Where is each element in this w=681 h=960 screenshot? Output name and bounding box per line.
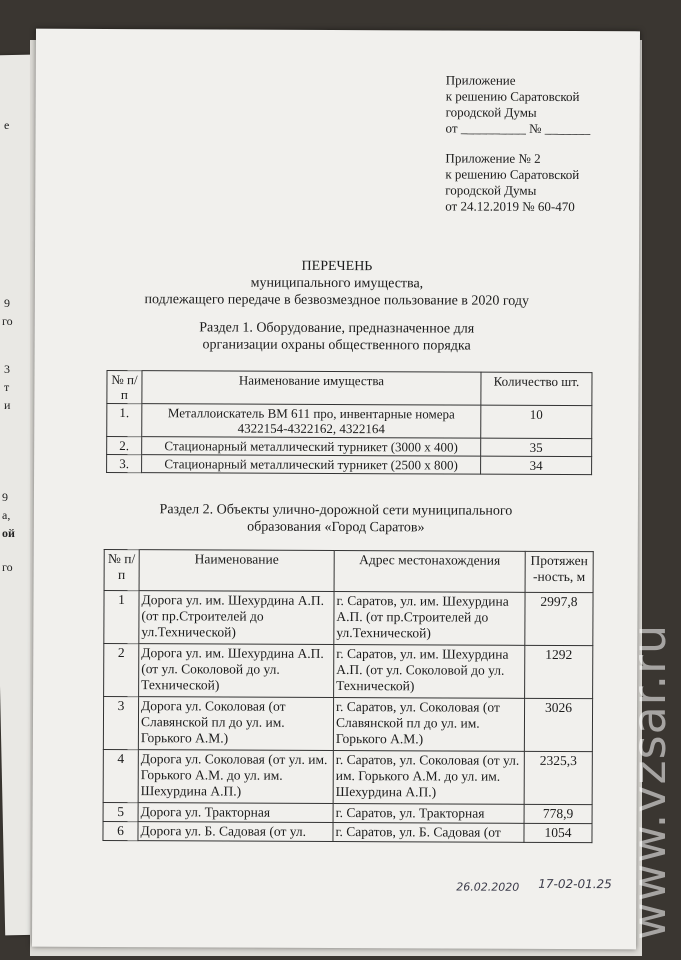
section-2-heading bbox=[34, 501, 638, 538]
section-heading-line: Раздел 1. Оборудование, предназначенное для bbox=[199, 320, 475, 337]
appendix-line: от 24.12.2019 № 60-470 bbox=[445, 198, 575, 215]
road-objects-table bbox=[102, 549, 593, 843]
row-address: г. Саратов, ул. Б. Садовая (от bbox=[333, 822, 524, 842]
appendix-line: к решению Саратовской bbox=[445, 88, 580, 105]
left-page-fragment: т bbox=[4, 380, 10, 394]
row-length: 778,9 bbox=[524, 804, 592, 823]
appendix-line: от __________ № _______ bbox=[445, 120, 591, 137]
column-header-address: Адрес местонахождения bbox=[334, 550, 525, 592]
appendix-header bbox=[446, 72, 591, 137]
title-line: муниципального имущества, bbox=[250, 275, 424, 292]
row-address: г. Саратов, ул. Соколовая (от Славянской пл до ул. им. Горького А.М.) bbox=[333, 697, 524, 751]
handwritten-date: 26.02.2020 bbox=[456, 880, 520, 894]
table-header-row bbox=[104, 549, 593, 592]
table-row bbox=[107, 403, 592, 438]
row-name: Дорога ул. Соколовая (от Славянской пл до ул. им. Горького А.М.) bbox=[138, 697, 333, 751]
section-1-heading bbox=[35, 319, 639, 356]
row-name: Дорога ул. им. Шехурдина А.П. (от ул. Соколовой до ул. Технической) bbox=[139, 644, 334, 698]
column-header-qty: Количество шт. bbox=[481, 372, 592, 405]
table-row bbox=[107, 454, 592, 474]
row-num: 3. bbox=[107, 454, 142, 472]
left-page-fragment: 9 bbox=[2, 490, 8, 504]
left-page-fragment: e bbox=[4, 118, 10, 132]
table-row bbox=[103, 802, 592, 823]
table-header-row bbox=[107, 370, 592, 405]
row-length: 2997,8 bbox=[525, 592, 593, 645]
row-num: 4 bbox=[103, 749, 138, 802]
title-line: подлежащего передаче в безвозмездное пользование в 2020 году bbox=[144, 292, 530, 309]
row-num: 5 bbox=[103, 802, 138, 821]
row-name: Металлоискатель ВМ 611 про, инвентарные номера 4322154-4322162, 4322164 bbox=[142, 404, 481, 438]
document-page bbox=[32, 29, 640, 950]
row-address: г. Саратов, ул. Тракторная bbox=[333, 803, 524, 823]
left-page-fragment: 3 bbox=[4, 362, 10, 376]
left-page-fragment: а, bbox=[2, 508, 11, 522]
appendix-line: городской Думы bbox=[445, 182, 537, 198]
row-address: г. Саратов, ул. им. Шехурдина А.П. (от ул. Соколовой до ул. Технической) bbox=[334, 644, 525, 698]
table-row bbox=[104, 643, 593, 698]
appendix-line: Приложение № 2 bbox=[445, 150, 541, 166]
row-num: 1 bbox=[104, 590, 139, 643]
row-num: 1. bbox=[107, 403, 142, 436]
left-page-fragment: го bbox=[2, 314, 13, 328]
appendix-line: Приложение bbox=[445, 72, 516, 88]
column-header-num: № п/п bbox=[107, 370, 142, 403]
left-page-fragment: 9 bbox=[4, 296, 10, 310]
column-header-length: Протяжен -ность, м bbox=[525, 551, 593, 592]
column-header-name: Наименование bbox=[139, 550, 334, 592]
appendix-2-header bbox=[445, 150, 579, 215]
table-row bbox=[103, 821, 592, 842]
row-address: г. Саратов, ул. им. Шехурдина А.П. (от пр.Строителей до ул.Технической) bbox=[334, 591, 525, 645]
row-name: Дорога ул. им. Шехурдина А.П. (от пр.Строителей до ул.Технической) bbox=[139, 591, 334, 645]
table-row bbox=[103, 749, 592, 804]
document-title bbox=[35, 257, 639, 311]
section-heading-line: Раздел 2. Объекты улично-дорожной сети муниципального bbox=[159, 502, 513, 519]
equipment-table bbox=[106, 370, 592, 475]
table-row bbox=[107, 436, 592, 456]
table-row bbox=[103, 696, 592, 751]
row-num: 6 bbox=[103, 821, 138, 840]
handwritten-registration: 17-02-01.25 bbox=[538, 876, 612, 892]
left-page-fragment: ой bbox=[2, 526, 15, 540]
row-qty: 35 bbox=[481, 438, 592, 456]
left-page-fragment: го bbox=[2, 560, 13, 574]
row-qty: 10 bbox=[481, 405, 592, 438]
table-row bbox=[104, 590, 593, 645]
appendix-line: городской Думы bbox=[445, 104, 537, 120]
appendix-line: к решению Саратовской bbox=[445, 166, 580, 183]
row-qty: 34 bbox=[481, 456, 592, 474]
row-length: 3026 bbox=[524, 698, 592, 751]
row-name: Дорога ул. Б. Садовая (от ул. bbox=[138, 822, 333, 842]
row-address: г. Саратов, ул. Соколовая (от ул. им. Горького А.М. до ул. им. Шехурдина А.П.) bbox=[333, 750, 524, 804]
section-heading-line: организации охраны общественного порядка bbox=[202, 337, 471, 354]
row-length: 1054 bbox=[524, 823, 592, 842]
column-header-num: № п/п bbox=[104, 549, 139, 590]
row-name: Дорога ул. Тракторная bbox=[138, 803, 333, 823]
title-line: ПЕРЕЧЕНЬ bbox=[301, 258, 373, 275]
row-length: 1292 bbox=[525, 645, 593, 698]
section-heading-line: образования «Город Саратов» bbox=[247, 519, 425, 536]
site-watermark: www.vzsar.ru bbox=[622, 623, 676, 940]
row-num: 2. bbox=[107, 436, 142, 454]
row-name: Стационарный металлический турникет (3000 х 400) bbox=[142, 437, 481, 456]
row-num: 2 bbox=[104, 643, 139, 696]
row-name: Дорога ул. Соколовая (от ул. им. Горького А.М. до ул. им. Шехурдина А.П.) bbox=[138, 750, 333, 804]
column-header-name: Наименование имущества bbox=[142, 371, 481, 405]
row-name: Стационарный металлический турникет (2500 х 800) bbox=[142, 455, 481, 474]
row-num: 3 bbox=[103, 696, 138, 749]
row-length: 2325,3 bbox=[524, 751, 592, 804]
left-page-fragment: и bbox=[4, 398, 11, 412]
